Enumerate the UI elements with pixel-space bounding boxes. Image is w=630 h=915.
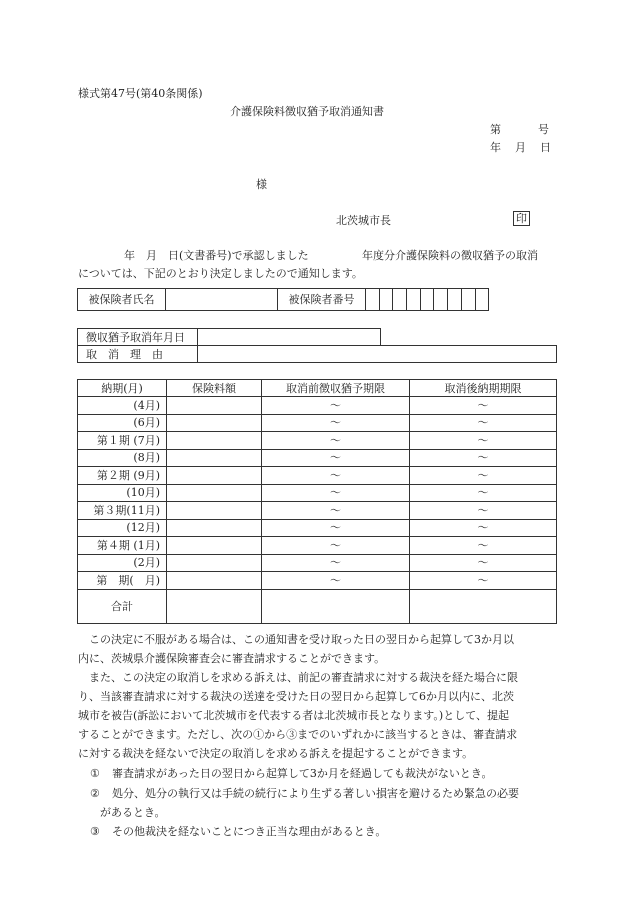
schedule-row: [78, 467, 557, 485]
cancel-date-gap: [381, 329, 557, 346]
period-label: 第３期(11月): [78, 502, 167, 520]
issuer-name: 北茨城市長: [336, 214, 391, 227]
after-deadline: ～: [410, 397, 557, 415]
total-amount-field[interactable]: [167, 589, 262, 623]
item-2-mark: ②: [90, 787, 100, 800]
item-1-text: 審査請求があった日の翌日から起算して3か月を経過しても裁決がないとき。: [112, 767, 493, 780]
amount-field[interactable]: [167, 414, 262, 432]
insured-number-digit[interactable]: [475, 289, 489, 311]
ref-go: 号: [538, 123, 549, 136]
before-deadline: ～: [262, 484, 410, 502]
period-label: (10月): [78, 484, 167, 502]
amount-field[interactable]: [167, 502, 262, 520]
after-deadline: ～: [410, 414, 557, 432]
schedule-header-amount: 保険料額: [167, 380, 262, 397]
after-deadline: ～: [410, 572, 557, 590]
date-year: 年: [490, 141, 501, 154]
seal-mark: 印: [513, 211, 530, 226]
after-deadline: ～: [410, 484, 557, 502]
insured-name-field[interactable]: [166, 289, 278, 311]
notice-p1-line: 内に、茨城県介護保険審査会に審査請求することができます。: [78, 652, 386, 665]
amount-field[interactable]: [167, 572, 262, 590]
insured-table: [77, 288, 489, 311]
after-deadline: ～: [410, 432, 557, 450]
cancel-date-field[interactable]: [198, 329, 381, 346]
period-label: 第１期 (7月): [78, 432, 167, 450]
before-deadline: ～: [262, 467, 410, 485]
schedule-row: [78, 554, 557, 572]
item-2-text: 処分、処分の執行又は手続の続行により生ずる著しい損害を避けるため緊急の必要: [112, 787, 519, 800]
schedule-header-before: 取消前徴収猶予期限: [262, 380, 410, 397]
schedule-row: [78, 519, 557, 537]
schedule-row: [78, 502, 557, 520]
before-deadline: ～: [262, 449, 410, 467]
amount-field[interactable]: [167, 397, 262, 415]
cancel-reason-label: 取 消 理 由: [78, 346, 198, 363]
document-title: 介護保険料徴収猶予取消通知書: [230, 105, 384, 118]
insured-name-label: 被保険者氏名: [78, 289, 166, 311]
insured-number-label: 被保険者番号: [278, 289, 366, 311]
intro-line1-a: 年 月 日(文書番号)で承認しました: [124, 249, 309, 262]
schedule-total-row: [78, 589, 557, 623]
intro-line2: については、下記のとおり決定しましたので通知します。: [78, 267, 363, 280]
notice-p2-line: また、この決定の取消しを求める訴えは、前記の審査請求に対する裁決を経た場合に限: [89, 671, 518, 684]
date-day: 日: [540, 141, 551, 154]
before-deadline: ～: [262, 537, 410, 555]
before-deadline: ～: [262, 554, 410, 572]
before-deadline: ～: [262, 414, 410, 432]
notice-p2-line: することができます。ただし、次の①から③までのいずれかに該当するときは、審査請求: [78, 728, 518, 741]
item-3-text: その他裁決を経ないことにつき正当な理由があるとき。: [112, 825, 387, 838]
period-label: 第４期 (1月): [78, 537, 167, 555]
cancel-info-table: [77, 328, 557, 363]
after-deadline: ～: [410, 467, 557, 485]
schedule-row: [78, 484, 557, 502]
notice-paragraph-2: [78, 668, 556, 763]
schedule-row: [78, 537, 557, 555]
addressee-suffix: 様: [256, 178, 267, 191]
before-deadline: ～: [262, 397, 410, 415]
item-1-mark: ①: [90, 767, 100, 780]
insured-number-digit[interactable]: [448, 289, 462, 311]
cancel-reason-field[interactable]: [198, 346, 557, 363]
amount-field[interactable]: [167, 449, 262, 467]
insured-number-digit[interactable]: [420, 289, 434, 311]
schedule-row: [78, 572, 557, 590]
form-number: 様式第47号(第40条関係): [78, 87, 203, 100]
period-label: 第２期 (9月): [78, 467, 167, 485]
intro-line1-b: 年度分介護保険料の徴収猶予の取消: [362, 249, 538, 262]
after-deadline: ～: [410, 554, 557, 572]
period-label: (6月): [78, 414, 167, 432]
after-deadline: ～: [410, 537, 557, 555]
notice-p2-line: り、当該審査請求に対する裁決の送達を受けた日の翌日から起算して6か月以内に、北茨: [78, 690, 514, 703]
total-label: 合計: [78, 589, 167, 623]
cancel-date-label: 徴収猶予取消年月日: [78, 329, 198, 346]
schedule-row: [78, 432, 557, 450]
amount-field[interactable]: [167, 519, 262, 537]
insured-number-digit[interactable]: [379, 289, 393, 311]
schedule-row: [78, 397, 557, 415]
before-deadline: ～: [262, 519, 410, 537]
item-2-text-cont: があるとき。: [100, 806, 166, 819]
date-month: 月: [515, 141, 526, 154]
item-3-mark: ③: [90, 825, 100, 838]
amount-field[interactable]: [167, 537, 262, 555]
period-label: (2月): [78, 554, 167, 572]
ref-dai: 第: [490, 123, 501, 136]
total-after-field: [410, 589, 557, 623]
insured-number-digit[interactable]: [366, 289, 380, 311]
period-label: (8月): [78, 449, 167, 467]
after-deadline: ～: [410, 449, 557, 467]
after-deadline: ～: [410, 502, 557, 520]
notice-paragraph-1: [78, 630, 556, 668]
schedule-header-period: 納期(月): [78, 380, 167, 397]
schedule-header-after: 取消後納期期限: [410, 380, 557, 397]
insured-number-digit[interactable]: [434, 289, 448, 311]
amount-field[interactable]: [167, 484, 262, 502]
insured-number-digit[interactable]: [407, 289, 421, 311]
insured-number-digit[interactable]: [461, 289, 475, 311]
notice-p2-line: に対する裁決を経ないで決定の取消しを求める訴えを提起することができます。: [78, 747, 474, 760]
period-label: (12月): [78, 519, 167, 537]
period-label: 第 期( 月): [78, 572, 167, 590]
schedule-row: [78, 449, 557, 467]
period-label: (4月): [78, 397, 167, 415]
schedule-row: [78, 414, 557, 432]
before-deadline: ～: [262, 572, 410, 590]
notice-p1-line: この決定に不服がある場合は、この通知書を受け取った日の翌日から起算して3か月以: [89, 633, 514, 646]
notice-p2-line: 城市を被告(訴訟において北茨城市を代表する者は北茨城市長となります。)として、提起: [78, 709, 509, 722]
amount-field[interactable]: [167, 432, 262, 450]
amount-field[interactable]: [167, 467, 262, 485]
schedule-table: [77, 379, 557, 624]
after-deadline: ～: [410, 519, 557, 537]
amount-field[interactable]: [167, 554, 262, 572]
total-before-field: [262, 589, 410, 623]
before-deadline: ～: [262, 502, 410, 520]
insured-number-digit[interactable]: [393, 289, 407, 311]
before-deadline: ～: [262, 432, 410, 450]
